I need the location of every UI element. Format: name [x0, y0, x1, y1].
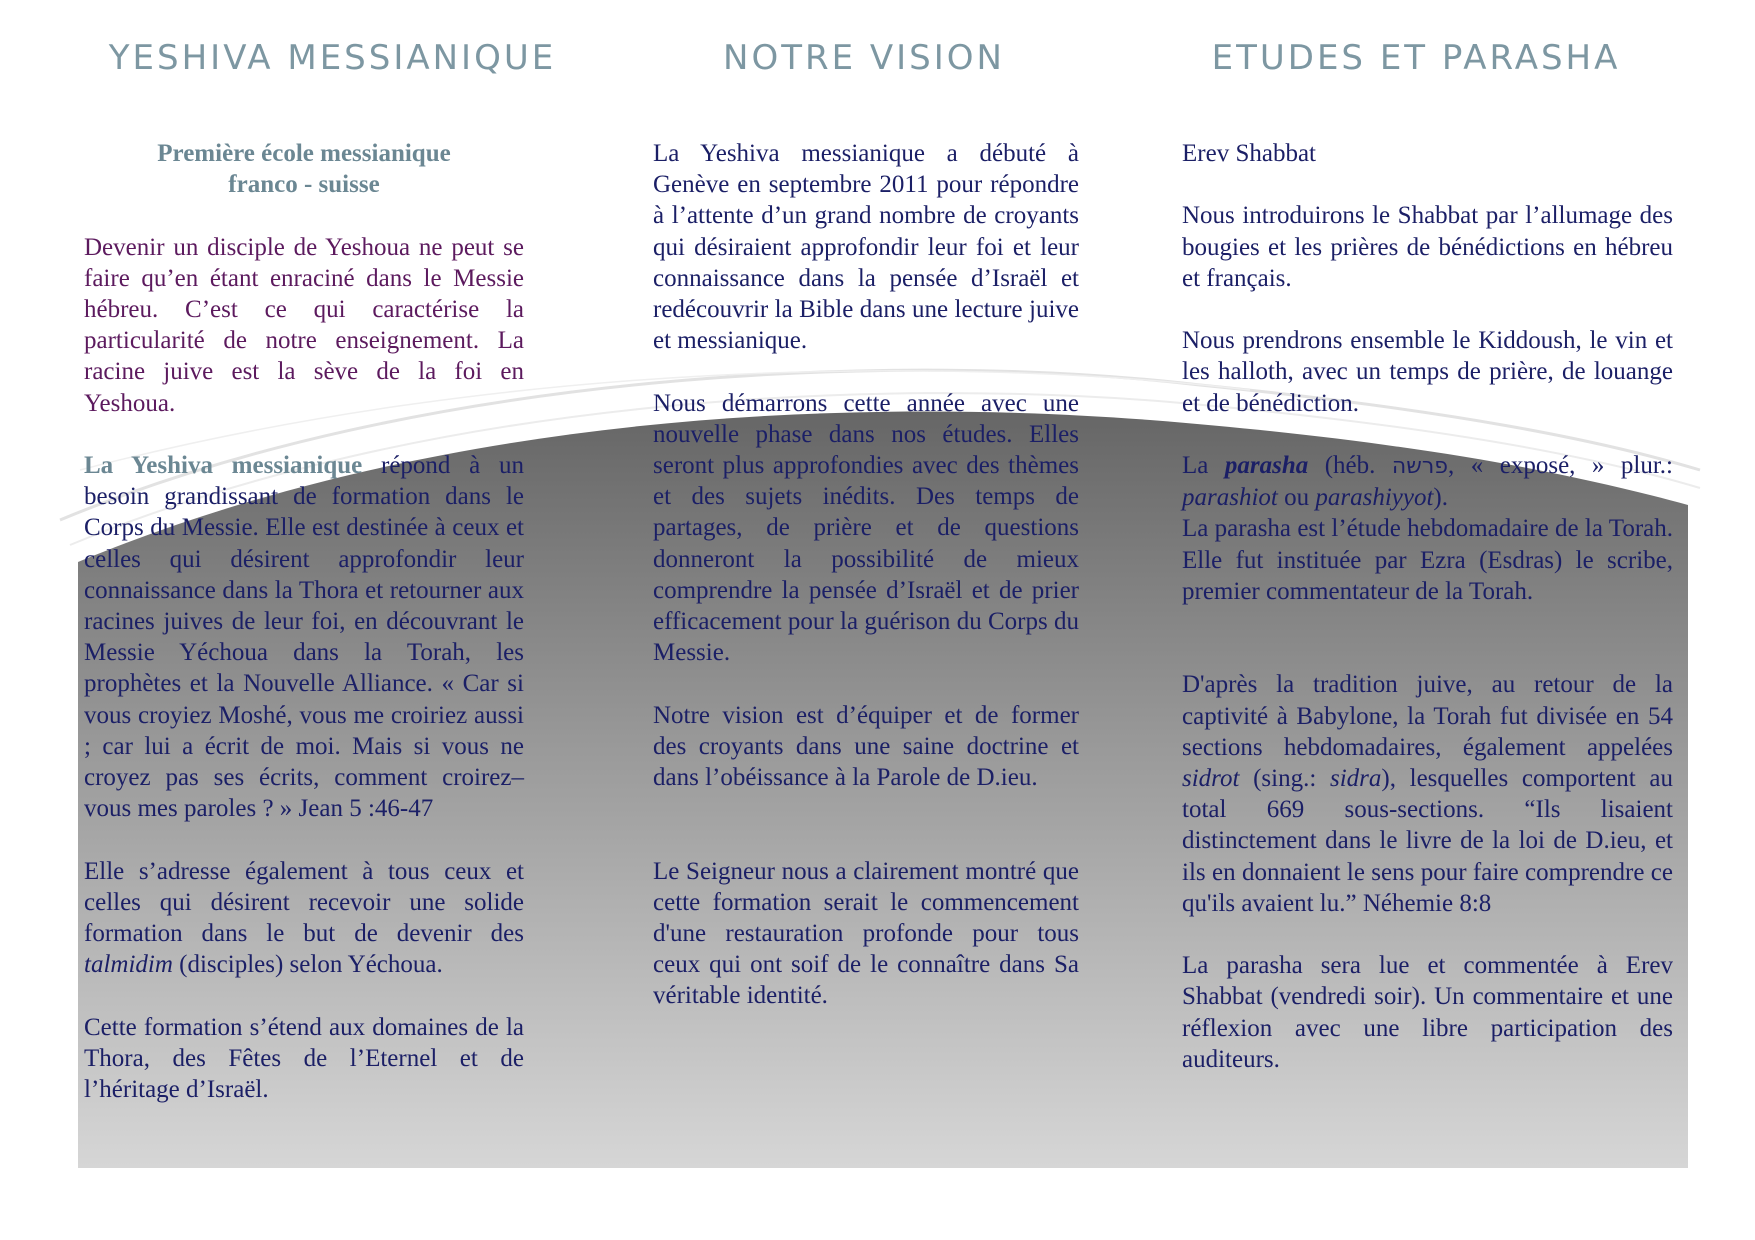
- parasha-def-c: , « exposé, » plur.:: [1448, 451, 1673, 479]
- parasha-def-a: La: [1182, 451, 1225, 479]
- tradition-paragraph: [1182, 669, 1673, 919]
- heading-yeshiva-messianique: YESHIVA MESSIANIQUE: [108, 38, 557, 78]
- formation-paragraph: Cette formation s’étend aux domaines de la Thora, des Fêtes de l’Eternel et de l’héritage d’Israël.: [84, 1013, 524, 1104]
- kiddoush-paragraph: Nous prendrons ensemble le Kiddoush, le vin et les halloth, avec un temps de prière, de louange et de bénédiction.: [1182, 327, 1673, 417]
- vision-paragraph-3: Notre vision est d’équiper et de former des croyants dans une saine doctrine et dans l’obéissance à la Parole de D.ieu.: [653, 701, 1079, 792]
- sidrot-term: sidrot: [1182, 765, 1240, 792]
- heading-notre-vision: NOTRE VISION: [723, 38, 1005, 78]
- tradition-c: ), lesquelles comportent au total 669 sous-sections. “Ils lisaient distinctement dans le livre de la loi de D.ieu, et ils en donnaient le sens pour faire comprendre ce qu'ils avaient lu.” Néhemie 8:8: [1182, 765, 1673, 917]
- subtitle-line-2: franco - suisse: [228, 171, 380, 199]
- subtitle-line-1: Première école messianique: [157, 140, 451, 167]
- column-parasha: [1182, 138, 1673, 1106]
- audience-paragraph: [84, 856, 524, 981]
- intro-paragraph: Devenir un disciple de Yeshoua ne peut se faire qu’en étant enraciné dans le Messie hébreu. C’est ce qui caractérise la particularité de notre enseignement. La racine juive est la sève de la foi en Yeshoua.: [84, 233, 524, 417]
- audience-end: (disciples) selon Yéchoua.: [172, 951, 443, 979]
- parashiot-term: parashiot: [1182, 484, 1278, 512]
- vision-paragraph-4: Le Seigneur nous a clairement montré que cette formation serait le commencement d'une restauration profonde pour tous ceux qui ont soif de le connaître dans Sa véritable identité.: [653, 857, 1079, 1010]
- erev-shabbat-label: Erev Shabbat: [1182, 140, 1316, 167]
- vision-paragraph-1: La Yeshiva messianique a débuté à Genève en septembre 2011 pour répondre à l’attente d’un grand nombre de croyants qui désiraient approfondir leur foi et leur connaissance dans la pensée d’Israël et redécouvrir la Bible dans une lecture juive et messianique.: [653, 140, 1079, 355]
- yeshiva-paragraph: [84, 450, 524, 824]
- parashiyyot-term: parashiyyot: [1315, 484, 1434, 512]
- yeshiva-text: répond à un besoin grandissant de formation dans le Corps du Messie. Elle est destinée à ceux et celles qui désirent approfondir leur connaissance dans la Thora et retourner aux racines juives de leur foi, en découvrant le Messie Yéchoua dans la Torah, les prophètes et la Nouvelle Alliance. « Car si vous croyiez Moshé, vous me croiriez aussi ; car lui a écrit de moi. Mais si vous ne croyez pas ses écrits, comment croirez–vous mes paroles ? » Jean 5 :46-47: [84, 452, 524, 823]
- vision-paragraph-2: Nous démarrons cette année avec une nouvelle phase dans nos études. Elles seront plus approfondies avec des thèmes et des sujets inédits. Des temps de partages, de prière et de questions donneront la possibilité de mieux comprendre la pensée d’Israël et de prier efficacement pour la guérison du Corps du Messie.: [653, 389, 1079, 667]
- parasha-hebrew: פרשה: [1391, 453, 1449, 479]
- subtitle: [84, 138, 524, 200]
- tradition-a: D'après la tradition juive, au retour de la captivité à Babylone, la Torah fut divisée en 54 sections hebdomadaires, également appelées: [1182, 671, 1673, 761]
- audience-text: Elle s’adresse également à tous ceux et celles qui désirent recevoir une solide formation dans le but de devenir des: [84, 857, 524, 948]
- sidra-term: sidra: [1329, 765, 1382, 792]
- talmidim-term: talmidim: [84, 951, 173, 979]
- parasha-def-d: ou: [1277, 484, 1316, 512]
- shabbat-paragraph: Nous introduirons le Shabbat par l’allumage des bougies et les prières de bénédictions en hébreu et français.: [1182, 202, 1673, 292]
- parasha-term: parasha: [1224, 451, 1309, 479]
- parasha-def-e: ).: [1433, 484, 1448, 512]
- commentary-paragraph: La parasha sera lue et commentée à Erev Shabbat (vendredi soir). Un commentaire et une réflexion avec une libre participation des auditeurs.: [1182, 952, 1673, 1073]
- column-yeshiva: [84, 138, 524, 1136]
- column-vision: [653, 138, 1079, 1043]
- parasha-def-b: (héb.: [1308, 451, 1392, 479]
- yeshiva-lead: La Yeshiva messianique: [84, 452, 363, 479]
- heading-etudes-et-parasha: ETUDES ET PARASHA: [1211, 38, 1621, 78]
- tradition-b: (sing.:: [1239, 765, 1330, 792]
- parasha-def-line2: La parasha est l’étude hebdomadaire de la Torah. Elle fut instituée par Ezra (Esdras) le scribe, premier commentateur de la Torah.: [1182, 515, 1673, 605]
- parasha-definition: [1182, 450, 1673, 607]
